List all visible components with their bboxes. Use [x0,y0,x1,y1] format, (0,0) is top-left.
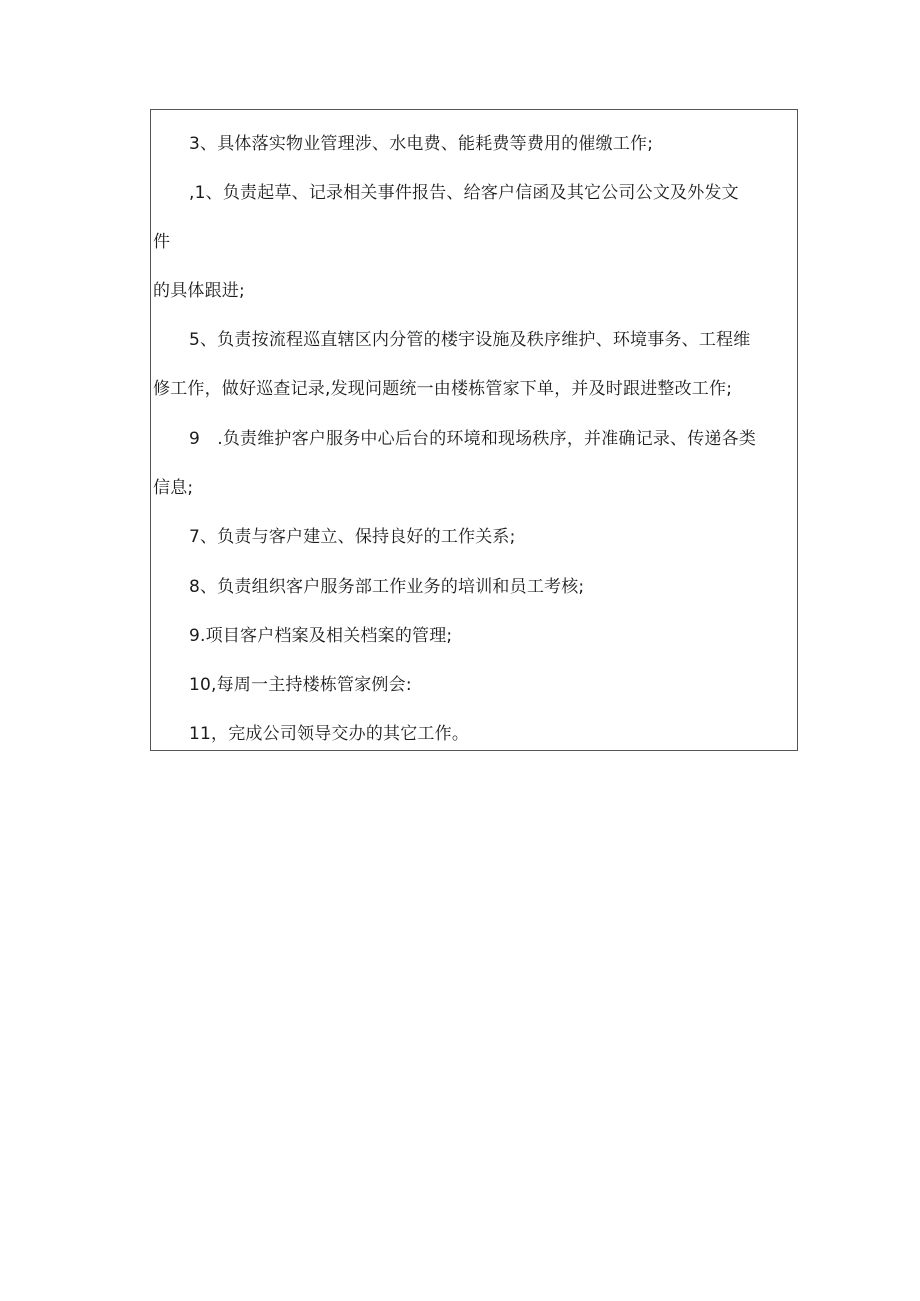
duty-line-6-part2: 信息; [153,478,194,498]
duty-line-4-part1: ,1、负责起草、记录相关事件报告、给客户信函及其它公司公文及外发文 [189,183,739,203]
duty-line-5-part2: 修工作，做好巡查记录,发现问题统一由楼栋管家下单，并及时跟进整改工作; [153,379,733,399]
duty-line-5-part1: 5、负责按流程巡直辖区内分管的楼宇设施及秩序维护、环境事务、工程维 [189,330,751,350]
duty-line-6-part1: 9 .负责维护客户服务中心后台的环境和现场秩序，并准确记录、传递各类 [189,429,757,449]
duty-line-10: 10,每周一主持楼栋管家例会: [189,675,412,695]
duty-line-8: 8、负责组织客户服务部工作业务的培训和员工考核; [189,577,585,597]
duty-line-11: 11，完成公司领导交办的其它工作。 [189,724,470,744]
duty-line-4-part3: 的具体跟进; [153,281,245,301]
duties-table-cell [150,109,798,751]
duty-line-3: 3、具体落实物业管理涉、水电费、能耗费等费用的催缴工作; [189,134,654,154]
duty-line-9: 9.项目客户档案及相关档案的管理; [189,626,453,646]
duty-line-7: 7、负责与客户建立、保持良好的工作关系; [189,527,516,547]
duty-line-4-part2: 件 [153,232,171,252]
